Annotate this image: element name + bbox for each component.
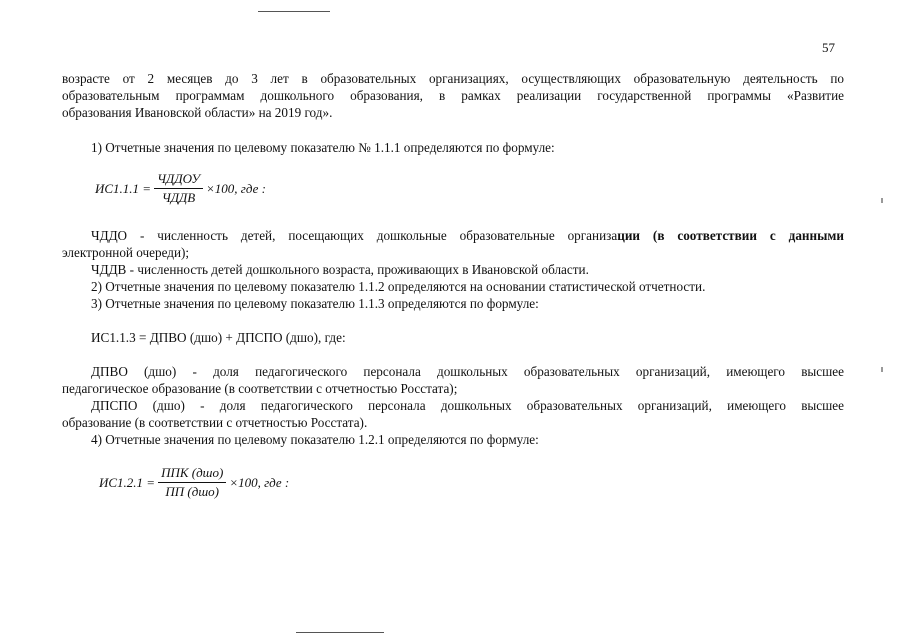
page-number: 57: [822, 40, 835, 55]
formula-tail: ×100, где :: [205, 180, 266, 196]
item-4-text: 4) Отчетные значения по целевому показателю 1.2.1 определяются по формуле:: [91, 432, 539, 447]
formula-numerator: ППК (дшо): [158, 465, 226, 483]
top-binding-line: [258, 11, 330, 12]
def-dpspo-line-2: образование (в соответствии с отчетностью Росстата).: [62, 415, 368, 430]
scan-artifact: [881, 198, 883, 203]
item-1-text: 1) Отчетные значения по целевому показателю № 1.1.1 определяются по формуле:: [91, 140, 555, 155]
intro-line-1: возрасте от 2 месяцев до 3 лет в образовательных организациях, осуществляющих образовательную деятельность по: [62, 71, 844, 86]
item-3-text: 3) Отчетные значения по целевому показателю 1.1.3 определяются по формуле:: [91, 296, 539, 311]
def-chddo-line-1: [91, 228, 844, 245]
formula-lhs: ИС1.2.1 =: [99, 474, 156, 490]
def-chddv: ЧДДВ - численность детей дошкольного возраста, проживающих в Ивановской области.: [91, 262, 589, 277]
intro-line-2: образовательным программам дошкольного образования, в рамках реализации государственной программы «Развитие: [62, 88, 844, 103]
def-chddo-part-a: ЧДДО - численность детей, посещающих дошкольные образовательные организа: [91, 228, 618, 243]
item-2-text: 2) Отчетные значения по целевому показателю 1.1.2 определяются на основании статистической отчетности.: [91, 279, 706, 294]
formula-fraction: [154, 171, 203, 206]
bottom-binding-line: [296, 632, 384, 633]
formula-lhs: ИС1.1.1 =: [95, 180, 152, 196]
formula-numerator: ЧДДОУ: [154, 171, 203, 189]
formula-1-1-3: ИС1.1.3 = ДПВО (дшо) + ДПСПО (дшо), где:: [91, 330, 346, 345]
scan-artifact: [881, 367, 883, 372]
def-dpspo-line-1: ДПСПО (дшо) - доля педагогического персонала дошкольных образовательных организаций, имеющего высшее: [91, 398, 844, 413]
intro-line-3: образования Ивановской области» на 2019 год».: [62, 105, 333, 120]
def-dpvo-line-1: ДПВО (дшо) - доля педагогического персонала дошкольных образовательных организаций, имеющего высшее: [91, 364, 844, 379]
def-dpvo-line-2: педагогическое образование (в соответствии с отчетностью Росстата);: [62, 381, 458, 396]
def-chddo-line-2: электронной очереди);: [62, 245, 190, 260]
formula-denominator: ЧДДВ: [161, 190, 196, 205]
formula-tail: ×100, где :: [229, 474, 290, 490]
formula-1-1-1: [95, 171, 266, 206]
formula-denominator: ПП (дшо): [165, 484, 219, 499]
formula-1-2-1: [99, 465, 289, 500]
def-chddo-part-b: ции (в соответствии с данными: [617, 228, 844, 243]
formula-fraction: [158, 465, 226, 500]
